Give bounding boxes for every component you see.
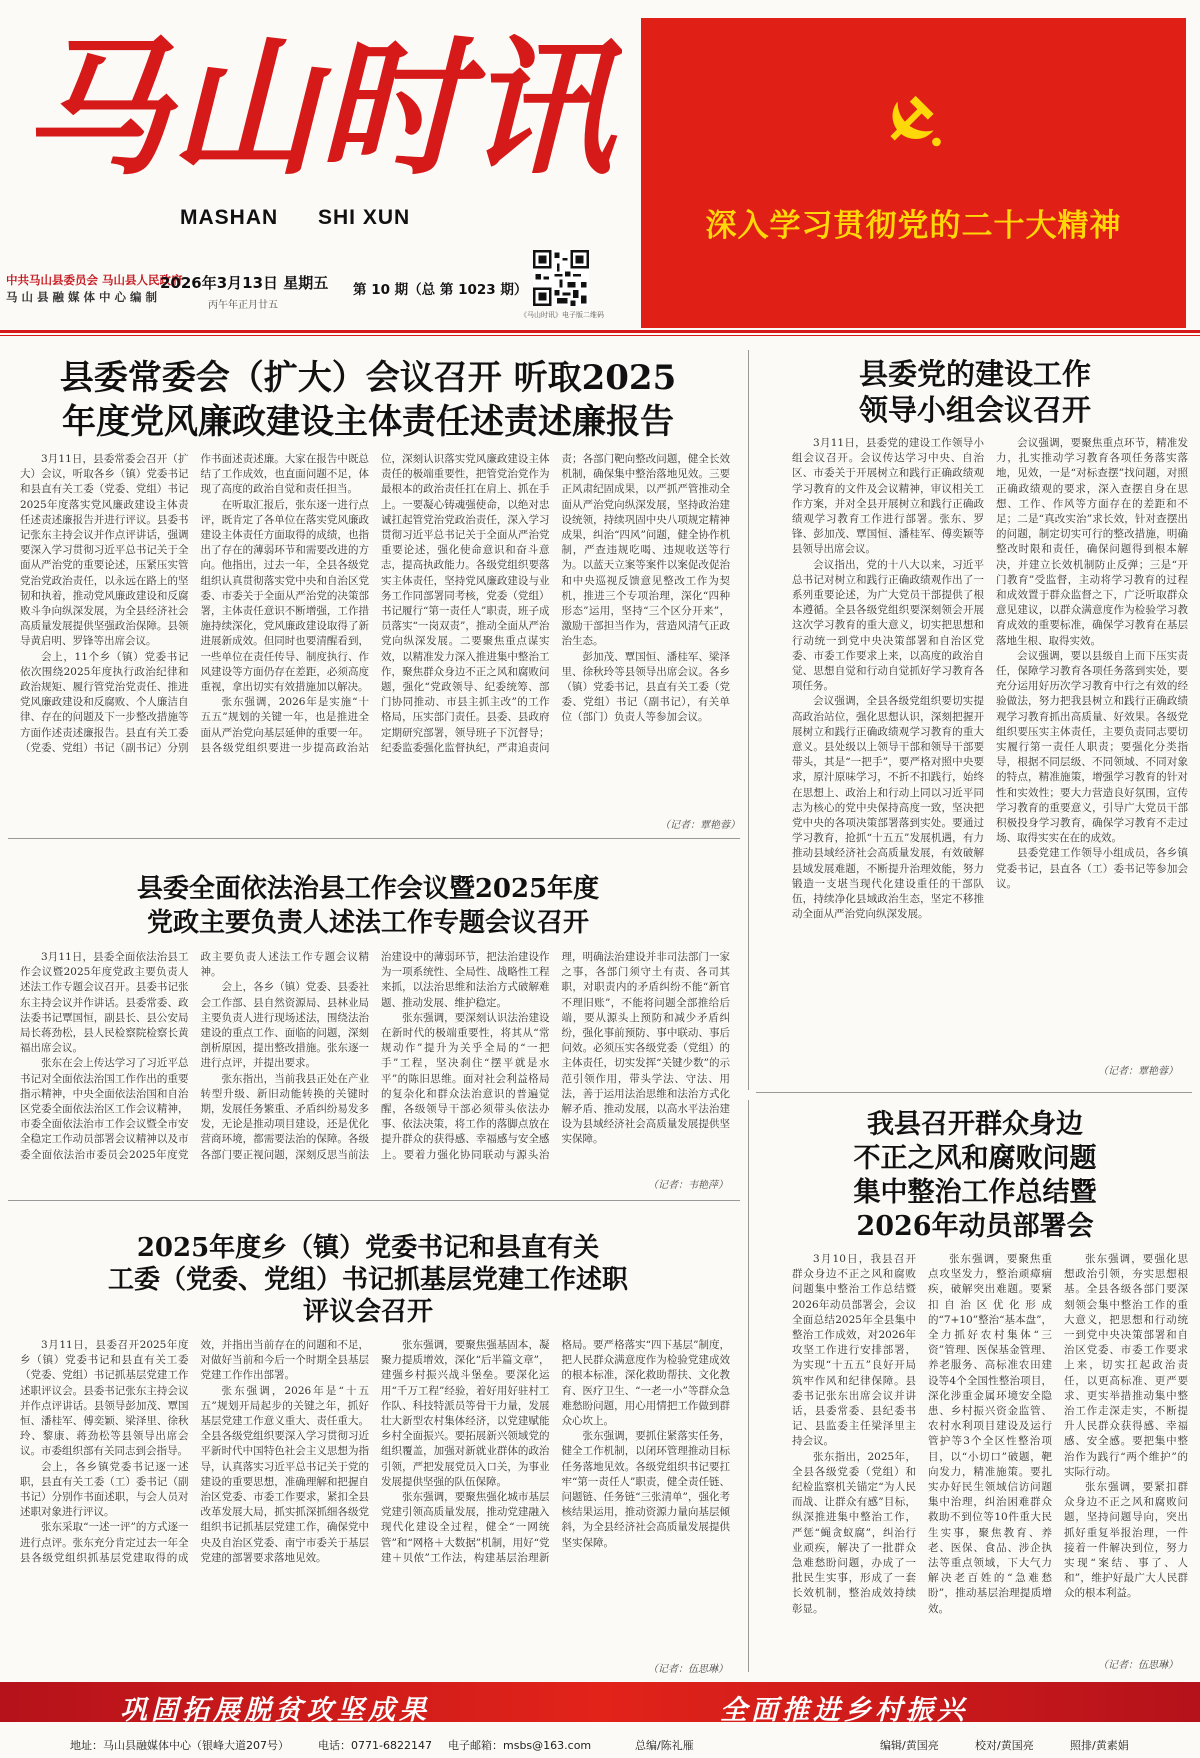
article-5-headline: 2025年度乡（镇）党委书记和县直有关 工委（党委、党组）书记抓基层党建工作述职 评议会召开 xyxy=(107,1233,628,1327)
article-4-headline: 我县召开群众身边 不正之风和腐败问题 集中整治工作总结暨 2026年动员部署会 xyxy=(853,1109,1097,1242)
qr-caption: 《马山时讯》电子版二维码 xyxy=(520,311,604,319)
date-info xyxy=(160,272,328,311)
lunar-date: 丙午年正月廿五 xyxy=(208,300,278,311)
footer-chief-editor: 总编/陈礼雁 xyxy=(635,1739,694,1752)
article-5-reporter: （记者：伍思琳） xyxy=(648,1664,728,1675)
article-4-reporter: （记者：伍思琳） xyxy=(1098,1660,1178,1671)
masthead-title: 马山时讯 xyxy=(22,21,614,195)
footer-proofreader: 校对/黄国亮 xyxy=(975,1739,1034,1752)
masthead-logo xyxy=(22,10,622,210)
qr-code-icon xyxy=(533,250,589,306)
column-divider xyxy=(748,350,749,1090)
party-emblem-icon xyxy=(876,80,948,152)
footer-editor: 编辑/黄国亮 xyxy=(880,1739,939,1752)
slogan-band-left: 巩固拓展脱贫攻坚成果 xyxy=(120,1695,430,1726)
sponsor-line-1: 中共马山县委员会 马山县人民政府 xyxy=(6,273,183,287)
masthead-rule-red xyxy=(0,330,1200,333)
slogan-band-right: 全面推进乡村振兴 xyxy=(720,1695,968,1726)
article-divider xyxy=(8,1200,740,1201)
banner-slogan: 深入学习贯彻党的二十大精神 xyxy=(705,208,1122,244)
footer-address: 地址：马山县融媒体中心（银峰大道207号） xyxy=(70,1739,289,1752)
article-3-headline: 县委全面依法治县工作会议暨2025年度 党政主要负责人述法工作专题会议召开 xyxy=(136,874,600,938)
article-2-body: 3月11日，县委党的建设工作领导小组会议召开。会议传达学习中央、自治区、市委关于开展树立和践行正确政绩观学习教育的文件及会议精神，审议相关工作方案，并对全县开展树立和践行正确政绩观学习教育工作进行部署。张东、罗锋、彭加茂、覃国恒、潘桂军、傅奕颖等县领导出席会议。 会议指出，党的十八大以来，习近平总书记对树立和践行正确政绩观作出了一系列重要论述，为广大党员干部提供了根本遵循。全县各级党组织要深刻领会开展这次学习教育的重大意义，切实把思想和行动统一到党中央决策部署和自治区党委、市委工作要求上来，以高度的政治自觉、思想自觉和行动自觉抓好学习教育各项任务。 会议强调，全县各级党组织要切实提高政治站位，强化思想认识，深刻把握开展树立和践行正确政绩观学习教育的重大意义。县处级以上领导干部和领导干部要带头，其是“一把手”，要严格对照中央要求，原汁原味学习，不折不扣践行，始终在思想上、政治上和行动上同以习近平同志为核心的党中央保持高度一致，坚决把党中央的各项决策部署落到实处。要通过学习教育，抢抓“十五五”发展机遇，有力推动县域经济社会高质量发展，有效破解县域发展难题，不断提升治理效能，努力锻造一支堪当现代化建设重任的干部队伍，持续净化县域政治生态，坚定不移推动全面从严治党向纵深发展。 会议强调，要聚焦重点环节，精准发力，扎实推动学习教育各项任务落实落地，见效，一是“对标查摆”找问题，对照正确政绩观的要求，深入查摆自身在思想、工作、作风等方面存在的差距和不足；二是“真改实治”求长效，针对查摆出的问题，制定切实可行的整改措施，明确整改时限和责任，确保问题得到根本解决，并建立长效机制防止反弹；三是“开门教育”受监督，主动将学习教育的过程和成效置于群众监督之下，广泛听取群众意见建议，以群众满意度作为检验学习教育成效的重要标准，确保学习教育在基层落地生根、取得实效。 会议强调，要以县级自上而下压实责任，保障学习教育各项任务落到实处，要充分运用好历次学习教育中行之有效的经验做法，努力把我县树立和践行正确政绩观学习教育抓出高质量、好效果。各级党组织要压实主体责任，主要负责同志要切实履行第一责任人职责；要强化分类指导，根据不同层级、不同领域、不同对象的特点，精准施策，增强学习教育的针对性和实效性；要大力营造良好氛围，宣传学习教育的重要意义，引导广大党员干部积极投身学习教育，确保学习教育不走过场、取得实实在在的成效。 县委党建工作领导小组成员，各乡镇党委书记，县直各（工）委书记等参加会议。 xyxy=(792,437,1188,921)
red-banner xyxy=(641,18,1186,328)
footer-email: 电子邮箱：msbs@163.com xyxy=(448,1739,592,1752)
article-1-body: 3月11日，县委常委会召开（扩大）会议，听取各乡（镇）党委书记和县直有关工委（党委、党组）书记2025年度落实党风廉政建设主体责任述责述廉报告并进行评议。县委书记张东主持会议并作点评讲话，强调要深入学习贯彻习近平总书记关于全面从严治党的重要论述，压紧压实管党治党政治责任，以永远在路上的坚韧和执着，推动党风廉政建设和反腐败斗争向纵深发展，为全县经济社会高质量发展提供坚强政治保障。县领导黄启明、罗锋等出席会议。 会上，11个乡（镇）党委书记依次围绕2025年度执行政治纪律和政治规矩、履行管党治党责任、推进党风廉政建设和反腐败、个人廉洁自律、存在的问题及下一步整改措施等方面作述责述廉报告。县直有关工委（党委、党组）书记（副书记）分别作书面述责述廉。大家在报告中既总结了工作成效，也直面问题不足，体现了高度的政治自觉和责任担当。 在听取汇报后，张东逐一进行点评，既肯定了各单位在落实党风廉政建设主体责任方面取得的成绩，也指出了存在的薄弱环节和需要改进的方向。他指出，过去一年，全县各级党组织认真贯彻落实党中央和自治区党委、市委关于全面从严治党的决策部署，主体责任意识不断增强，工作措施持续深化，党风廉政建设取得了新进展新成效。但同时也要清醒看到，一些单位在责任传导、制度执行、作风建设等方面仍存在差距，必须高度重视，拿出切实有效措施加以解决。 张东强调，2026年是实施“十五五”规划的关键一年，也是推进全面从严治党向基层延伸的重要一年。县各级党组织要进一步提高政治站位，深刻认识落实党风廉政建设主体责任的极端重要性，把管党治党作为最根本的政治责任扛在肩上、抓在手上。一要凝心铸魂强使命，以绝对忠诚扛起管党治党政治责任，深入学习贯彻习近平总书记关于全面从严治党重要论述，强化使命意识和奋斗意志，提高执政能力。各级党组织要落实主体责任，坚持党风廉政建设与业务工作同部署同考核，党委（党组）书记履行“第一责任人”职责，班子成员落实“一岗双责”，推动全面从严治党向纵深发展。二要聚焦重点谋实效，以精准发力深入推进集中整治工作，聚焦群众身边不正之风和腐败问题，强化“党政领导、纪委统筹、部门协同推动、市县主抓主改”的工作格局，压实部门责任。县委、县政府定期研究部署，领导班子下沉督导；纪委监委强化监督执纪，严肃追责问责；各部门靶向整改问题，健全长效机制，确保集中整治落地见效。三要正风肃纪固成果，以严抓严管推动全面从严治党向纵深发展，坚持政治建设统领，持续巩固中央八项规定精神成果，纠治“四风”问题，健全协作机制，严查违规吃喝、违规收送等行为。以蓝天立案等案件以案促改促治和中央巡视反馈意见整改工作为契机，推进三个专项治理，深化“四种形态”运用，坚持“三个区分开来”，激励干部担当作为，营造风清气正政治生态。 彭加茂、覃国恒、潘桂军、梁泽里、徐秋玲等县领导出席会议。各乡（镇）党委书记，县直有关工委（党委、党组）书记（副书记），有关单位（部门）负责人等参加会议。 xyxy=(20,453,730,754)
article-divider xyxy=(8,838,740,839)
article-2-headline: 县委党的建设工作 领导小组会议召开 xyxy=(858,357,1091,427)
sponsor-info xyxy=(6,272,183,306)
article-4-body: 3月10日，我县召开群众身边不正之风和腐败问题集中整治工作总结暨2026年动员部署会，会议全面总结2025年全县集中整治工作成效，对2026年攻坚工作进行安排部署，为实现“十五五”良好开局筑牢作风和纪律保障。县委书记张东出席会议并讲话，县委常委、县纪委书记、县监委主任梁泽里主持会议。 张东指出，2025年，全县各级党委（党组）和纪检监察机关锚定“为人民而战、让群众有感”目标，纵深推进集中整治工作，严惩“蝇贪蚁腐”，纠治行业顽疾，解决了一批群众急难愁盼问题，办成了一批民生实事，形成了一套长效机制，整治成效持续彰显。 张东强调，要聚焦重点攻坚发力，整治顽瘴痼疾，破解突出难题。要紧扣自治区优化形成的“7+10”整治“基本盘”，全力抓好农村集体“三资”管理、医保基金管理、养老服务、高标准农田建设等4个全国性整治项目，深化涉重金属环境安全隐患、乡村振兴资金监管、农村水利项目建设及运行管护等3个全区性整治项目，以“小切口”破题，靶向发力，精准施策。要扎实办好民生领域信访问题集中治理，纠治困难群众救助不到位等10件重大民生实事，聚焦教育、养老、医保、食品、涉企执法等重点领域，下大气力解决老百姓的“急难愁盼”，推动基层治理提质增效。 张东强调，要强化思想政治引领，夯实思想根基。全县各级各部门要深刻领会集中整治工作的重大意义，把思想和行动统一到党中央决策部署和自治区党委、市委工作要求上来，切实扛起政治责任，以更高标准、更严要求、更实举措推动集中整治工作走深走实，不断提升人民群众获得感、幸福感、安全感。要把集中整治作为践行“两个维护”的实际行动。 张东强调，要紧扣群众身边不正之风和腐败问题，坚持问题导向，突出抓好重复举报治理，一件接着一件解决到位，努力实现“案结、事了、人和”，维护好最广大人民群众的根本利益。 xyxy=(792,1253,1188,1615)
article-3-body: 3月11日，县委全面依法治县工作会议暨2025年度党政主要负责人述法工作专题会议召开。县委书记张东主持会议并作讲话。县委常委、政法委书记覃国恒，副县长、县公安局局长蒋劲松，县人民检察院检察长黄福出席会议。 张东在会上传达学习了习近平总书记对全面依法治国工作作出的重要指示精神，中央全面依法治国和自治区党委全面依法治区工作会议精神，市委全面依法治市工作会议暨全市安全稳定工作动员部署会议精神以及市委全面依法治市委员会2025年度党政主要负责人述法工作专题会议精神。 会上，各乡（镇）党委、县委社会工作部、县自然资源局、县林业局主要负责人进行现场述法，围绕法治建设的重点工作、面临的问题，深刻剖析原因，提出整改措施。张东逐一进行点评，并提出要求。 张东指出，当前我县正处在产业转型升级、新旧动能转换的关键时期，发展任务繁重、矛盾纠纷易发多发，无论是推动项目建设，还是优化营商环境，都需要法治的保障。各级各部门要正视问题，深刻反思当前法治建设中的薄弱环节，把法治建设作为一项系统性、全局性、战略性工程来抓，以法治思维和法治方式破解难题、推动发展、维护稳定。 张东强调，要深刻认识法治建设在新时代的极端重要性，将其从“常规动作”提升为关乎全局的“一把手”工程，坚决刹住“摆平就是水平”的陈旧思维。面对社会利益格局的复杂化和群众法治意识的普遍觉醒，各级领导干部必须带头依法办事、依法决策，将工作的落脚点放在提升群众的获得感、幸福感与安全感上。要着力强化协同联动与源头治理，明确法治建设并非司法部门一家之事，各部门须守土有责、各司其职，对职责内的矛盾纠纷不能“新官不理旧账”，不能将问题全部推给后端，要从源头上预防和减少矛盾纠纷，强化事前预防、事中联动、事后问效。必须压实各级党委（党组）的主体责任，切实发挥“关键少数”的示范引领作用，带头学法、守法、用法，善于运用法治思维和法治方式化解矛盾、推动发展，以高水平法治建设为县域经济社会高质量发展提供坚实保障。 xyxy=(20,951,730,1161)
slogan-band xyxy=(0,1682,1200,1726)
masthead-pinyin-right: SHI XUN xyxy=(318,206,411,229)
article-5-body: 3月11日，县委召开2025年度乡（镇）党委书记和县直有关工委（党委、党组）书记抓基层党建工作述职评议会。县委书记张东主持会议并作点评讲话。县领导彭加茂、覃国恒、潘桂军、傅奕颖、梁泽里、徐秋玲、黎康、蒋劲松等县领导出席会议。市委组织部有关同志到会指导。 会上，各乡镇党委书记逐一述职，县直有关工委（工）委书记（副书记）分别作书面述职，与会人员对述职对象进行评议。 张东采取“一述一评”的方式逐一进行点评。张东充分肯定过去一年全县各级党组织抓基层党建取得的成效，并指出当前存在的问题和不足，对做好当前和今后一个时期全县基层党建工作作出部署。 张东强调，2026年是“十五五”规划开局起步的关键之年，抓好基层党建工作意义重大、责任重大。全县各级党组织要深入学习贯彻习近平新时代中国特色社会主义思想为指导，认真落实习近平总书记关于党的建设的重要思想，准确理解和把握自治区党委、市委工作要求，紧扣全县改革发展大局，抓实抓深抓细各级党组织书记抓基层党建工作，确保党中央及自治区党委、南宁市委关于基层党建的部署要求落地见效。 张东强调，要聚焦强基固本，凝聚力提质增效，深化“后半篇文章”，建强乡村振兴战斗堡垒。要深化运用“千万工程”经验，着好用好驻村工作队、科技特派员等骨干力量，发展壮大新型农村集体经济，以党建赋能乡村全面振兴。要拓展新兴领域党的组织覆盖，加强对新就业群体的政治引领，严把发展党员入口关，为事业发展提供坚强的队伍保障。 张东强调，要聚焦强化城市基层党建引领高质量发展，推动党建融入现代化建设全过程，健全“一网统管”和“网格＋大数据”机制，用好“党建＋贝侬”工作法，构建基层治理新格局。要严格落实“四下基层”制度，把人民群众满意度作为检验党建成效的根本标准，深化救助帮扶、文化教育、医疗卫生、“一老一小”等群众急难愁盼问题，用心用情把工作做到群众心坎上。 张东强调，要抓住紧落实任务，健全工作机制，以闭环管理推动目标任务落地见效。各级党组织书记要扛牢“第一责任人”职责，健全责任链、问题链、任务链“三张清单”，强化考核结果运用，推动资源力量向基层倾斜，为全县经济社会高质量发展提供坚实保障。 xyxy=(20,1339,730,1564)
masthead-pinyin-left: MASHAN xyxy=(180,206,279,229)
article-divider xyxy=(756,1092,1192,1093)
article-3-reporter: （记者：韦艳萍） xyxy=(648,1180,728,1191)
masthead-logo-art xyxy=(22,10,622,210)
masthead-rule-thin xyxy=(0,335,1200,336)
sponsor-line-2: 马 山 县 融 媒 体 中 心 编 制 xyxy=(6,290,158,304)
issue-date: 2026年3月13日 星期五 xyxy=(160,274,329,292)
issue-number: 第 10 期（总 第 1023 期） xyxy=(353,282,528,298)
footer xyxy=(0,1728,1200,1758)
article-1-reporter: （记者：覃艳蓉） xyxy=(660,820,740,831)
footer-photo-layout: 照排/黄素娟 xyxy=(1070,1739,1129,1752)
article-1-headline: 县委常委会（扩大）会议召开 听取2025 年度党风廉政建设主体责任述责述廉报告 xyxy=(59,358,677,442)
footer-phone: 电话：0771-6822147 xyxy=(318,1739,432,1752)
article-2-reporter: （记者：覃艳蓉） xyxy=(1098,1066,1178,1077)
column-divider xyxy=(748,1100,749,1672)
